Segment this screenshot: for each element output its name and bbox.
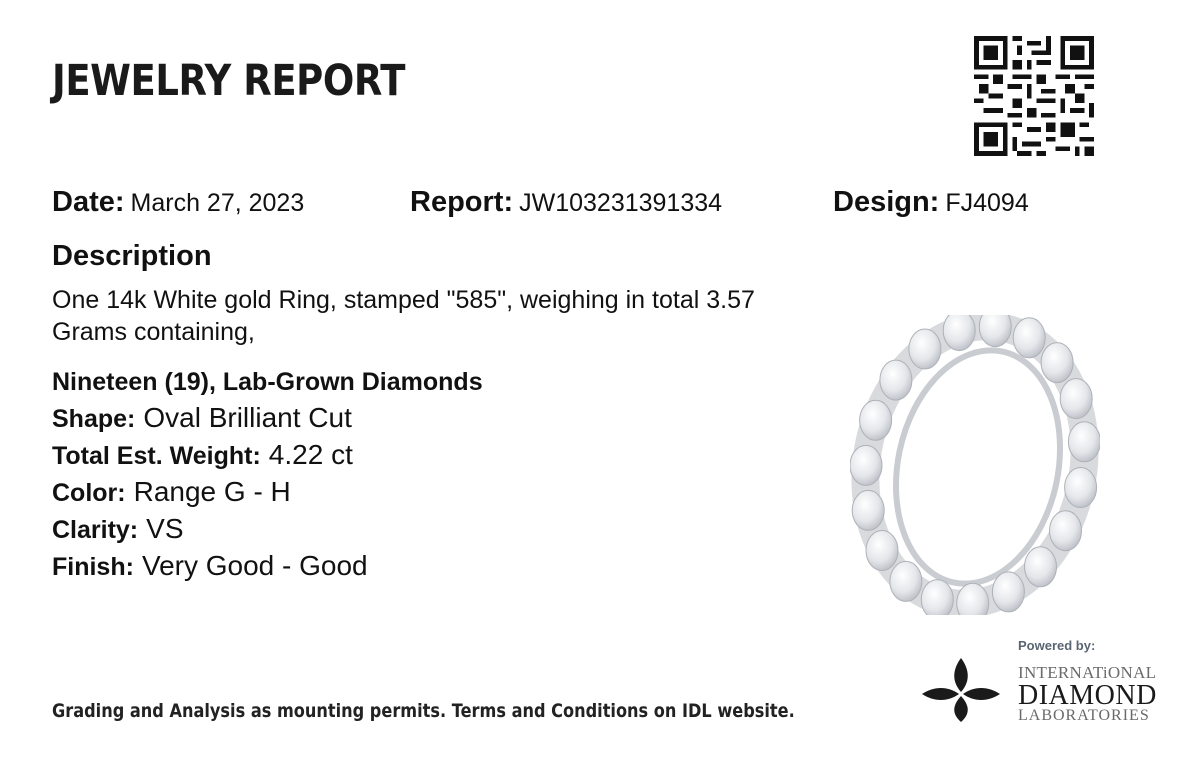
qr-code-icon[interactable] [974,36,1094,156]
ring-stone [1025,547,1057,587]
org-name-line2: DIAMOND [1018,680,1157,711]
property-label: Shape: [52,405,136,433]
report-title: JEWELRY REPORT [52,56,406,106]
design-code: FJ4094 [945,189,1029,217]
ring-stone [909,329,941,369]
property-value: Oval Brilliant Cut [143,402,352,433]
report-label: Report: [410,186,514,218]
diamond-leaf-logo-icon [920,656,1002,724]
property-value: Very Good - Good [141,550,368,581]
property-label: Clarity: [52,516,139,544]
terms-note: Grading and Analysis as mounting permits. Terms and Conditions on IDL website. [52,700,795,722]
date-label: Date: [52,186,125,218]
ring-stone [1013,318,1045,358]
date-value: March 27, 2023 [130,189,305,217]
property-clarity [52,513,184,545]
ring-photo [850,315,1100,615]
property-value: VS [146,513,184,544]
report-number: JW103231391334 [519,189,723,217]
design-label: Design: [833,186,940,218]
ring-stone [1041,343,1073,383]
property-shape [52,402,352,434]
property-finish [52,550,368,582]
ring-stone [1060,379,1092,419]
org-name-line3: LABORATORIES [1018,707,1150,724]
property-label: Color: [52,479,126,507]
property-value: Range G - H [133,476,291,507]
ring-stone [921,580,953,615]
org-name-line1: INTERNATiONAL [1018,663,1157,682]
date-field [52,186,304,219]
ring-stone [860,400,892,440]
ring-stone [943,315,975,351]
property-color [52,476,291,508]
powered-by-label: Powered by: [1018,638,1096,653]
property-value: 4.22 ct [268,439,353,470]
ring-stone [890,561,922,601]
property-label: Finish: [52,553,134,581]
ring-stone [850,445,882,485]
ring-stone [992,572,1024,612]
property-label: Total Est. Weight: [52,442,261,470]
ring-stone [1068,422,1100,462]
ring-stone [866,531,898,571]
description-heading: Description [52,240,212,272]
ring-stone [1050,511,1082,551]
report-field [410,186,722,219]
stones-heading: Nineteen (19), Lab-Grown Diamonds [52,368,483,396]
property-weight [52,439,353,471]
description-text: One 14k White gold Ring, stamped "585", weighing in total 3.57 Grams containing, [52,286,755,346]
design-field [833,186,1029,219]
ring-stone [880,360,912,400]
ring-stone [852,490,884,530]
ring-stone [1065,468,1097,508]
